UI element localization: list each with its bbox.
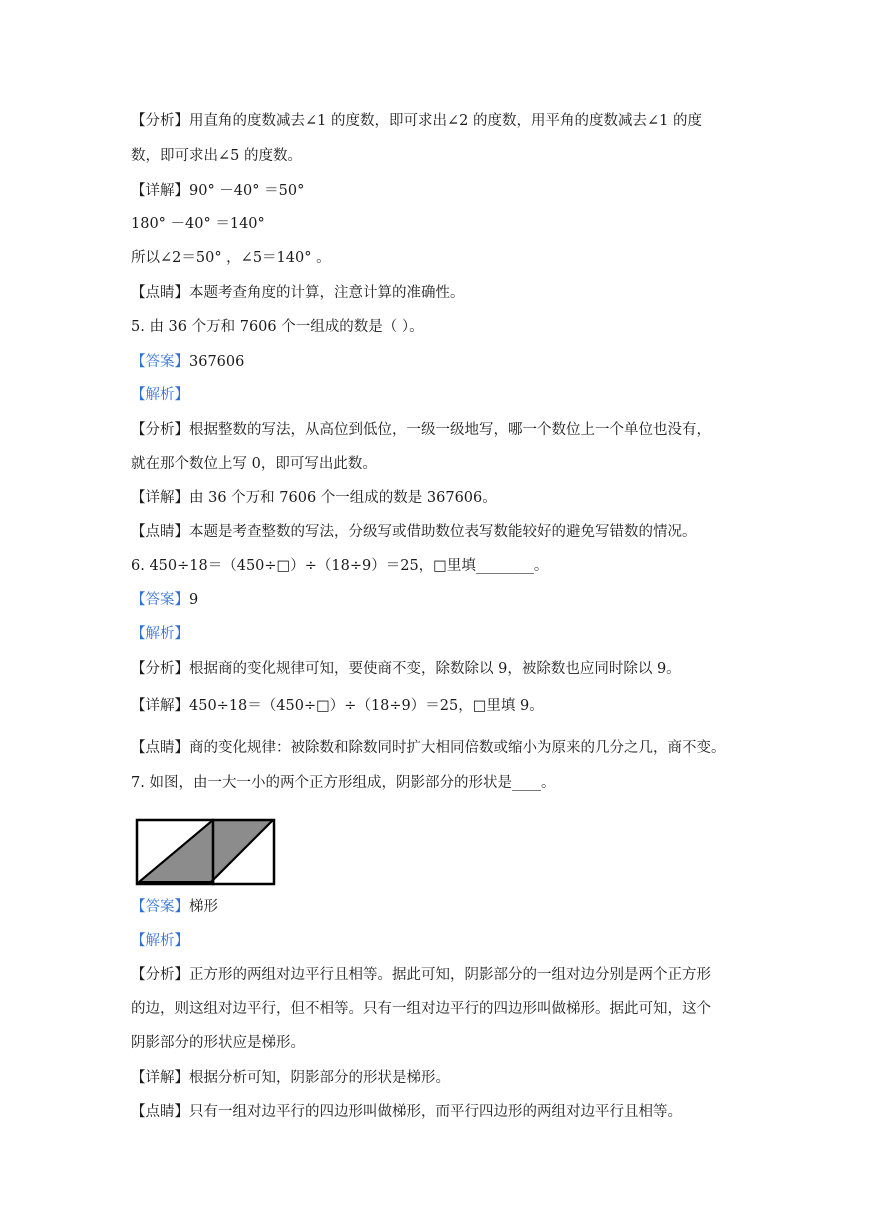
section-tag: 【详解】 [131,490,189,506]
text-line [131,352,244,372]
line-text: 367606 [189,354,245,370]
text-line [131,454,377,474]
text-line [131,522,697,542]
text-line [131,999,711,1019]
section-tag: 【详解】 [131,1070,189,1086]
text-line [131,624,189,644]
line-text: 7. 如图，由一大一小的两个正方形组成，阴影部分的形状是____。 [131,775,556,791]
line-text: 由 36 个万和 7606 个一组成的数是 367606。 [189,490,497,506]
line-text: 90° －40° ＝50° [189,183,305,199]
line-text: 根据整数的写法，从高位到低位，一级一级地写，哪一个数位上一个单位也没有， [189,422,711,438]
line-text: 本题考查角度的计算，注意计算的准确性。 [189,285,465,301]
text-line [131,773,555,793]
line-text: 梯形 [189,899,218,915]
text-line [131,1033,305,1053]
section-tag: 【点睛】 [131,524,189,540]
text-line [131,283,465,303]
section-tag: 【答案】 [131,592,189,608]
two-squares-figure [135,818,277,886]
line-text: 只有一组对边平行的四边形叫做梯形，而平行四边形的两组对边平行且相等。 [189,1104,682,1120]
text-line [131,1102,682,1122]
line-text: 9 [189,592,199,608]
line-text: 180° －40° ＝140° [131,216,265,232]
text-line [131,556,548,576]
line-text: 6. 450÷18＝（450÷□）÷（18÷9）＝25，□里填________。 [131,558,549,574]
text-line [131,659,681,679]
text-line [131,965,711,985]
section-tag: 【分析】 [131,967,189,983]
section-tag: 【点睛】 [131,1104,189,1120]
text-line [131,317,424,337]
section-tag: 【详解】 [131,183,189,199]
text-line [131,1068,450,1088]
line-text: 根据分析可知，阴影部分的形状是梯形。 [189,1070,450,1086]
section-tag: 【分析】 [131,113,189,129]
text-line [131,931,189,951]
text-line [131,111,702,131]
section-tag: 【答案】 [131,354,189,370]
text-line [131,146,302,166]
line-text: 本题是考查整数的写法，分级写或借助数位表写数能较好的避免写错数的情况。 [189,524,697,540]
line-text: 所以∠2＝50° ，∠5＝140° 。 [131,250,331,266]
section-tag: 【分析】 [131,422,189,438]
text-line [131,590,198,610]
section-tag: 【点睛】 [131,740,189,756]
section-tag: 【点睛】 [131,285,189,301]
section-tag: 【分析】 [131,661,189,677]
line-text: 就在那个数位上写 0，即可写出此数。 [131,456,377,472]
text-line [131,214,265,234]
line-text: 根据商的变化规律可知，要使商不变，除数除以 9，被除数也应同时除以 9。 [189,661,681,677]
line-text: 5. 由 36 个万和 7606 个一组成的数是（ ）。 [131,319,424,335]
section-tag: 【解析】 [131,387,189,403]
line-text: 用直角的度数减去∠1 的度数，即可求出∠2 的度数，用平角的度数减去∠1 的度 [189,113,702,129]
line-text: 数，即可求出∠5 的度数。 [131,148,302,164]
text-line [131,181,304,201]
line-text: 商的变化规律：被除数和除数同时扩大相同倍数或缩小为原来的几分之几，商不变。 [189,740,726,756]
line-text: 450÷18＝（450÷□）÷（18÷9）＝25，□里填 9。 [189,698,544,714]
line-text: 正方形的两组对边平行且相等。据此可知，阴影部分的一组对边分别是两个正方形 [189,967,711,983]
text-line [131,738,726,758]
text-line [131,488,497,508]
section-tag: 【答案】 [131,899,189,915]
section-tag: 【解析】 [131,933,189,949]
section-tag: 【详解】 [131,698,189,714]
text-line [131,385,189,405]
line-text: 的边，则这组对边平行，但不相等。只有一组对边平行的四边形叫做梯形。据此可知，这个 [131,1001,711,1017]
text-line [131,696,544,716]
text-line [131,897,218,917]
line-text: 阴影部分的形状应是梯形。 [131,1035,305,1051]
section-tag: 【解析】 [131,626,189,642]
text-line [131,420,711,440]
text-line [131,248,331,268]
